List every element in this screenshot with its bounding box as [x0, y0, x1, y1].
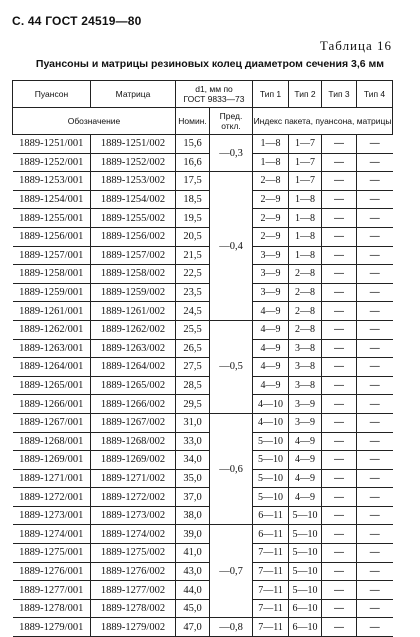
index-tip3: — [322, 153, 357, 172]
nominal-value: 16,6 [176, 153, 210, 172]
index-tip2: 3—9 [289, 413, 322, 432]
table-row [13, 227, 393, 246]
nominal-value: 28,5 [176, 376, 210, 395]
col-header-designation: Обозначение [13, 108, 176, 135]
nominal-value: 41,0 [176, 544, 210, 563]
index-tip4: — [357, 581, 393, 600]
index-tip2: 1—7 [289, 135, 322, 154]
nominal-value: 18,5 [176, 190, 210, 209]
table-row [13, 413, 393, 432]
tolerance-value: —0,7 [210, 525, 253, 618]
col-header-d1-line2: ГОСТ 9833—73 [183, 94, 245, 104]
index-tip1: 4—9 [253, 339, 289, 358]
index-tip2: 6—10 [289, 599, 322, 618]
tolerance-value: —0,6 [210, 413, 253, 525]
table-row [13, 506, 393, 525]
nominal-value: 37,0 [176, 488, 210, 507]
index-tip4: — [357, 246, 393, 265]
table-row [13, 153, 393, 172]
index-tip2: 4—9 [289, 469, 322, 488]
index-tip4: — [357, 432, 393, 451]
punch-designation: 1889-1279/001 [13, 618, 91, 637]
punch-designation: 1889-1257/001 [13, 246, 91, 265]
index-tip3: — [322, 432, 357, 451]
index-tip2: 2—8 [289, 320, 322, 339]
table-row [13, 451, 393, 470]
index-tip2: 3—9 [289, 395, 322, 414]
index-tip2: 6—10 [289, 618, 322, 637]
punch-designation: 1889-1253/001 [13, 172, 91, 191]
punch-designation: 1889-1258/001 [13, 265, 91, 284]
die-designation: 1889-1274/002 [91, 525, 176, 544]
index-tip1: 7—11 [253, 618, 289, 637]
punch-designation: 1889-1254/001 [13, 190, 91, 209]
index-tip2: 5—10 [289, 525, 322, 544]
die-designation: 1889-1271/002 [91, 469, 176, 488]
index-tip4: — [357, 358, 393, 377]
index-tip3: — [322, 451, 357, 470]
index-tip4: — [357, 506, 393, 525]
die-designation: 1889-1266/002 [91, 395, 176, 414]
index-tip4: — [357, 618, 393, 637]
index-tip1: 4—10 [253, 395, 289, 414]
col-header-tolerance: Пред. откл. [210, 108, 253, 135]
col-header-tip4: Тип 4 [357, 81, 393, 108]
table-row [13, 302, 393, 321]
index-tip3: — [322, 283, 357, 302]
nominal-value: 22,5 [176, 265, 210, 284]
index-tip2: 4—9 [289, 451, 322, 470]
index-tip3: — [322, 525, 357, 544]
nominal-value: 26,5 [176, 339, 210, 358]
die-designation: 1889-1261/002 [91, 302, 176, 321]
punch-designation: 1889-1269/001 [13, 451, 91, 470]
nominal-value: 38,0 [176, 506, 210, 525]
punch-designation: 1889-1262/001 [13, 320, 91, 339]
table-row [13, 395, 393, 414]
index-tip4: — [357, 413, 393, 432]
index-tip4: — [357, 395, 393, 414]
die-designation: 1889-1262/002 [91, 320, 176, 339]
nominal-value: 45,0 [176, 599, 210, 618]
index-tip3: — [322, 581, 357, 600]
index-tip2: 3—8 [289, 358, 322, 377]
nominal-value: 35,0 [176, 469, 210, 488]
die-designation: 1889-1272/002 [91, 488, 176, 507]
nominal-value: 17,5 [176, 172, 210, 191]
index-tip4: — [357, 302, 393, 321]
nominal-value: 21,5 [176, 246, 210, 265]
punch-designation: 1889-1276/001 [13, 562, 91, 581]
table-row [13, 469, 393, 488]
table-row [13, 599, 393, 618]
index-tip2: 4—9 [289, 488, 322, 507]
index-tip1: 5—10 [253, 432, 289, 451]
index-tip3: — [322, 618, 357, 637]
nominal-value: 19,5 [176, 209, 210, 228]
table-row [13, 432, 393, 451]
index-tip1: 4—9 [253, 302, 289, 321]
index-tip2: 3—8 [289, 376, 322, 395]
page-header: С. 44 ГОСТ 24519—80 [12, 14, 142, 28]
index-tip3: — [322, 227, 357, 246]
index-tip3: — [322, 246, 357, 265]
index-tip3: — [322, 413, 357, 432]
table-row [13, 525, 393, 544]
index-tip2: 1—8 [289, 190, 322, 209]
table-row [13, 283, 393, 302]
index-tip4: — [357, 209, 393, 228]
col-header-tip1: Тип 1 [253, 81, 289, 108]
index-tip3: — [322, 488, 357, 507]
index-tip3: — [322, 320, 357, 339]
table-row [13, 618, 393, 637]
tolerance-value: —0,3 [210, 135, 253, 172]
col-header-d1-line1: d1, мм по [195, 84, 233, 94]
index-tip1: 4—9 [253, 376, 289, 395]
table-number: Таблица 16 [319, 38, 392, 53]
punch-designation: 1889-1251/001 [13, 135, 91, 154]
nominal-value: 44,0 [176, 581, 210, 600]
punch-designation: 1889-1274/001 [13, 525, 91, 544]
table-row [13, 376, 393, 395]
punch-designation: 1889-1255/001 [13, 209, 91, 228]
punch-designation: 1889-1278/001 [13, 599, 91, 618]
index-tip2: 5—10 [289, 562, 322, 581]
index-tip1: 3—9 [253, 265, 289, 284]
index-tip4: — [357, 153, 393, 172]
punch-designation: 1889-1273/001 [13, 506, 91, 525]
index-tip4: — [357, 376, 393, 395]
index-tip1: 3—9 [253, 246, 289, 265]
index-tip4: — [357, 339, 393, 358]
index-tip3: — [322, 172, 357, 191]
nominal-value: 39,0 [176, 525, 210, 544]
index-tip4: — [357, 135, 393, 154]
col-header-index: Индекс пакета, пуансона, матрицы [253, 108, 393, 135]
die-designation: 1889-1255/002 [91, 209, 176, 228]
punch-designation: 1889-1259/001 [13, 283, 91, 302]
index-tip4: — [357, 525, 393, 544]
index-tip1: 2—9 [253, 190, 289, 209]
table-row [13, 265, 393, 284]
table-row [13, 209, 393, 228]
index-tip2: 2—8 [289, 265, 322, 284]
index-tip3: — [322, 358, 357, 377]
tolerance-value: —0,4 [210, 172, 253, 321]
index-tip4: — [357, 544, 393, 563]
index-tip1: 5—10 [253, 451, 289, 470]
nominal-value: 47,0 [176, 618, 210, 637]
table-row [13, 172, 393, 191]
table-row [13, 488, 393, 507]
nominal-value: 43,0 [176, 562, 210, 581]
punch-designation: 1889-1272/001 [13, 488, 91, 507]
col-header-tip2: Тип 2 [289, 81, 322, 108]
index-tip1: 7—11 [253, 599, 289, 618]
nominal-value: 25,5 [176, 320, 210, 339]
die-designation: 1889-1269/002 [91, 451, 176, 470]
index-tip2: 5—10 [289, 544, 322, 563]
table-row [13, 339, 393, 358]
nominal-value: 27,5 [176, 358, 210, 377]
die-designation: 1889-1258/002 [91, 265, 176, 284]
index-tip1: 6—11 [253, 506, 289, 525]
index-tip3: — [322, 469, 357, 488]
nominal-value: 34,0 [176, 451, 210, 470]
nominal-value: 31,0 [176, 413, 210, 432]
die-designation: 1889-1275/002 [91, 544, 176, 563]
die-designation: 1889-1268/002 [91, 432, 176, 451]
index-tip2: 3—8 [289, 339, 322, 358]
index-tip3: — [322, 135, 357, 154]
index-tip2: 4—9 [289, 432, 322, 451]
tolerance-value: —0,5 [210, 320, 253, 413]
table-row [13, 581, 393, 600]
die-designation: 1889-1273/002 [91, 506, 176, 525]
punch-designation: 1889-1267/001 [13, 413, 91, 432]
index-tip1: 7—11 [253, 544, 289, 563]
punch-designation: 1889-1264/001 [13, 358, 91, 377]
index-tip1: 4—9 [253, 358, 289, 377]
index-tip4: — [357, 172, 393, 191]
nominal-value: 33,0 [176, 432, 210, 451]
punch-designation: 1889-1252/001 [13, 153, 91, 172]
punch-designation: 1889-1256/001 [13, 227, 91, 246]
index-tip2: 1—7 [289, 153, 322, 172]
col-header-punch: Пуансон [13, 81, 91, 108]
punch-designation: 1889-1265/001 [13, 376, 91, 395]
die-designation: 1889-1264/002 [91, 358, 176, 377]
die-designation: 1889-1277/002 [91, 581, 176, 600]
punch-designation: 1889-1266/001 [13, 395, 91, 414]
die-designation: 1889-1254/002 [91, 190, 176, 209]
col-header-die: Матрица [91, 81, 176, 108]
index-tip2: 1—7 [289, 172, 322, 191]
table-body [13, 135, 393, 637]
index-tip3: — [322, 395, 357, 414]
index-tip4: — [357, 488, 393, 507]
index-tip3: — [322, 376, 357, 395]
index-tip3: — [322, 302, 357, 321]
table-row [13, 246, 393, 265]
index-tip1: 5—10 [253, 488, 289, 507]
table-row [13, 544, 393, 563]
index-tip2: 2—8 [289, 302, 322, 321]
nominal-value: 15,6 [176, 135, 210, 154]
index-tip2: 1—8 [289, 246, 322, 265]
index-tip1: 7—11 [253, 562, 289, 581]
die-designation: 1889-1253/002 [91, 172, 176, 191]
table-row [13, 320, 393, 339]
index-tip4: — [357, 562, 393, 581]
nominal-value: 24,5 [176, 302, 210, 321]
punch-designation: 1889-1261/001 [13, 302, 91, 321]
die-designation: 1889-1257/002 [91, 246, 176, 265]
die-designation: 1889-1263/002 [91, 339, 176, 358]
die-designation: 1889-1259/002 [91, 283, 176, 302]
index-tip3: — [322, 209, 357, 228]
index-tip1: 2—9 [253, 209, 289, 228]
index-tip3: — [322, 190, 357, 209]
nominal-value: 29,5 [176, 395, 210, 414]
die-designation: 1889-1276/002 [91, 562, 176, 581]
index-tip2: 5—10 [289, 581, 322, 600]
die-designation: 1889-1279/002 [91, 618, 176, 637]
index-tip4: — [357, 469, 393, 488]
punch-designation: 1889-1275/001 [13, 544, 91, 563]
tolerance-value: —0,8 [210, 618, 253, 637]
index-tip4: — [357, 227, 393, 246]
index-tip1: 2—9 [253, 227, 289, 246]
index-tip2: 2—8 [289, 283, 322, 302]
index-tip3: — [322, 544, 357, 563]
index-tip1: 5—10 [253, 469, 289, 488]
index-tip2: 1—8 [289, 227, 322, 246]
index-tip2: 1—8 [289, 209, 322, 228]
index-tip3: — [322, 265, 357, 284]
punch-designation: 1889-1271/001 [13, 469, 91, 488]
table-row [13, 190, 393, 209]
punch-designation: 1889-1268/001 [13, 432, 91, 451]
index-tip3: — [322, 562, 357, 581]
die-designation: 1889-1256/002 [91, 227, 176, 246]
data-table [12, 80, 393, 637]
index-tip4: — [357, 283, 393, 302]
index-tip1: 2—8 [253, 172, 289, 191]
punch-designation: 1889-1263/001 [13, 339, 91, 358]
col-header-tip3: Тип 3 [322, 81, 357, 108]
nominal-value: 23,5 [176, 283, 210, 302]
table-row [13, 135, 393, 154]
index-tip2: 5—10 [289, 506, 322, 525]
die-designation: 1889-1265/002 [91, 376, 176, 395]
index-tip4: — [357, 599, 393, 618]
index-tip3: — [322, 339, 357, 358]
index-tip1: 6—11 [253, 525, 289, 544]
index-tip1: 3—9 [253, 283, 289, 302]
die-designation: 1889-1278/002 [91, 599, 176, 618]
punch-designation: 1889-1277/001 [13, 581, 91, 600]
table-row [13, 562, 393, 581]
index-tip3: — [322, 506, 357, 525]
index-tip4: — [357, 320, 393, 339]
nominal-value: 20,5 [176, 227, 210, 246]
col-header-nominal: Номин. [176, 108, 210, 135]
index-tip4: — [357, 265, 393, 284]
die-designation: 1889-1251/002 [91, 135, 176, 154]
index-tip1: 4—10 [253, 413, 289, 432]
index-tip4: — [357, 451, 393, 470]
index-tip1: 1—8 [253, 135, 289, 154]
index-tip4: — [357, 190, 393, 209]
die-designation: 1889-1252/002 [91, 153, 176, 172]
die-designation: 1889-1267/002 [91, 413, 176, 432]
index-tip1: 1—8 [253, 153, 289, 172]
col-header-d1 [176, 81, 253, 108]
index-tip3: — [322, 599, 357, 618]
table-caption: Пуансоны и матрицы резиновых колец диаметром сечения 3,6 мм [35, 58, 385, 70]
index-tip1: 4—9 [253, 320, 289, 339]
table-row [13, 358, 393, 377]
index-tip1: 7—11 [253, 581, 289, 600]
